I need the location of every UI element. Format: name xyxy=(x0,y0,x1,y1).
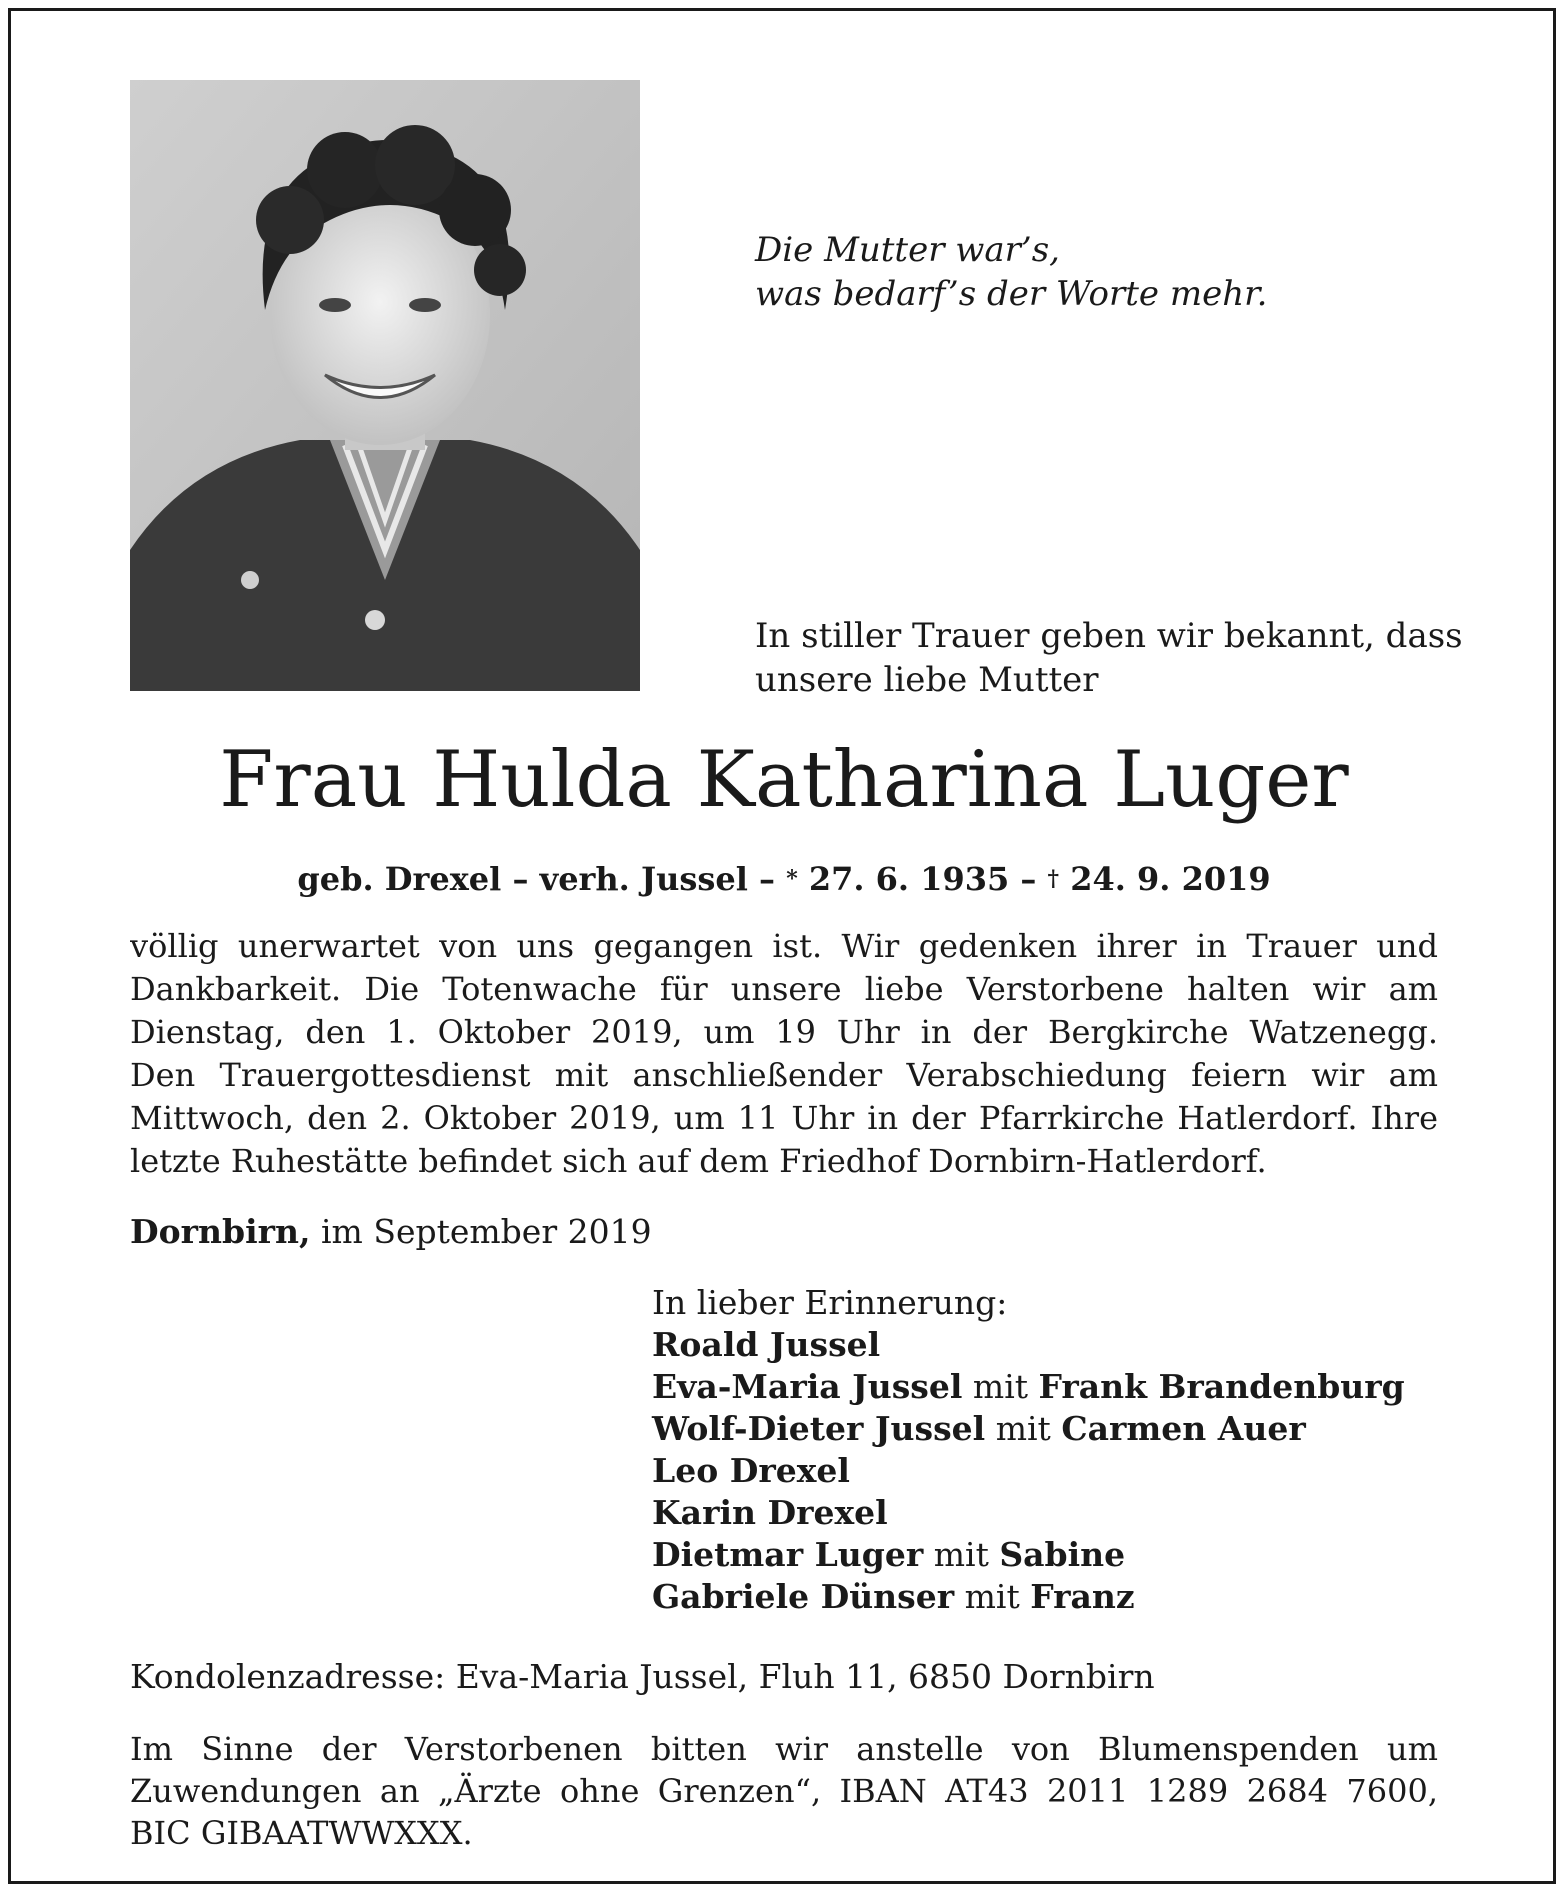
mourner-name: Karin Drexel xyxy=(652,1493,888,1532)
married-name: verh. Jussel xyxy=(539,860,748,898)
mourner-name: Dietmar Luger xyxy=(652,1535,924,1574)
mourner-row xyxy=(652,1534,1452,1576)
mourner-partner: Franz xyxy=(1030,1577,1135,1616)
mourner-connector: mit xyxy=(964,1577,1020,1616)
intro-line: unsere liebe Mutter xyxy=(755,660,1099,700)
mourner-name: Gabriele Dünser xyxy=(652,1577,955,1616)
mourner-row xyxy=(652,1492,1452,1534)
body-line: Mittwoch, den 2. Oktober 2019, um 11 Uhr in der Pfarrkirche Hatlerdorf. Ihre xyxy=(130,1099,1438,1137)
mourners-list xyxy=(652,1282,1452,1618)
mourner-row xyxy=(652,1366,1452,1408)
request-line: Zuwendungen an „Ärzte ohne Grenzen“, IBAN AT43 2011 1289 2684 7600, xyxy=(130,1772,1438,1810)
place-date xyxy=(130,1210,652,1254)
body-line: Den Trauergottesdienst mit anschließender Verabschiedung feiern wir am xyxy=(130,1056,1438,1094)
quote-line: Die Mutter war’s, xyxy=(755,230,1060,270)
body-line: Dienstag, den 1. Oktober 2019, um 19 Uhr in der Bergkirche Watzenegg. xyxy=(130,1013,1438,1051)
life-dates: geb. Drexel – verh. Jussel – * 27. 6. 1935 – † 24. 9. 2019 xyxy=(297,860,1271,898)
place-city: Dornbirn, xyxy=(130,1212,311,1251)
mourner-connector: mit xyxy=(972,1367,1029,1406)
mourner-partner: Carmen Auer xyxy=(1061,1409,1306,1448)
place-month: im September 2019 xyxy=(321,1212,652,1251)
mourner-name: Roald Jussel xyxy=(652,1325,881,1364)
mourner-partner: Frank Brandenburg xyxy=(1038,1367,1405,1406)
announcement-body xyxy=(130,925,1438,1183)
quote-line: was bedarf’s der Worte mehr. xyxy=(755,274,1268,314)
request-line: Im Sinne der Verstorbenen bitten wir anstelle von Blumenspenden um xyxy=(130,1730,1438,1768)
mourner-row xyxy=(652,1576,1452,1618)
mourner-row xyxy=(652,1408,1452,1450)
birth-date: 27. 6. 1935 xyxy=(808,860,1010,898)
death-date: 24. 9. 2019 xyxy=(1070,860,1271,898)
mourner-row xyxy=(652,1450,1452,1492)
portrait-image xyxy=(130,80,640,691)
deceased-name: Frau Hulda Katharina Luger xyxy=(219,735,1349,825)
condolence-address: Kondolenzadresse: Eva-Maria Jussel, Fluh 11, 6850 Dornbirn xyxy=(130,1657,1155,1696)
body-line: letzte Ruhestätte befindet sich auf dem Friedhof Dornbirn-Hatlerdorf. xyxy=(130,1142,1267,1180)
body-line: völlig unerwartet von uns gegangen ist. Wir gedenken ihrer in Trauer und xyxy=(130,927,1438,965)
birth-name: geb. Drexel xyxy=(297,860,502,898)
request-line: BIC GIBAATWWXXX. xyxy=(130,1814,473,1852)
mourner-connector: mit xyxy=(995,1409,1051,1448)
mourner-connector: mit xyxy=(933,1535,989,1574)
intro-line: In stiller Trauer geben wir bekannt, dass xyxy=(755,616,1463,656)
quote xyxy=(755,228,1455,316)
mourner-partner: Sabine xyxy=(999,1535,1126,1574)
intro-text xyxy=(755,614,1463,702)
mourner-name: Leo Drexel xyxy=(652,1451,850,1490)
mourner-row xyxy=(652,1324,1452,1366)
donation-request xyxy=(130,1728,1438,1854)
died-symbol: † xyxy=(1047,866,1060,892)
mourner-name: Wolf-Dieter Jussel xyxy=(652,1409,986,1448)
portrait-photo xyxy=(130,80,640,691)
mourners-heading: In lieber Erinnerung: xyxy=(652,1283,1008,1322)
born-symbol: * xyxy=(786,866,798,892)
body-line: Dankbarkeit. Die Totenwache für unsere liebe Verstorbene halten wir am xyxy=(130,970,1438,1008)
mourner-name: Eva-Maria Jussel xyxy=(652,1367,963,1406)
